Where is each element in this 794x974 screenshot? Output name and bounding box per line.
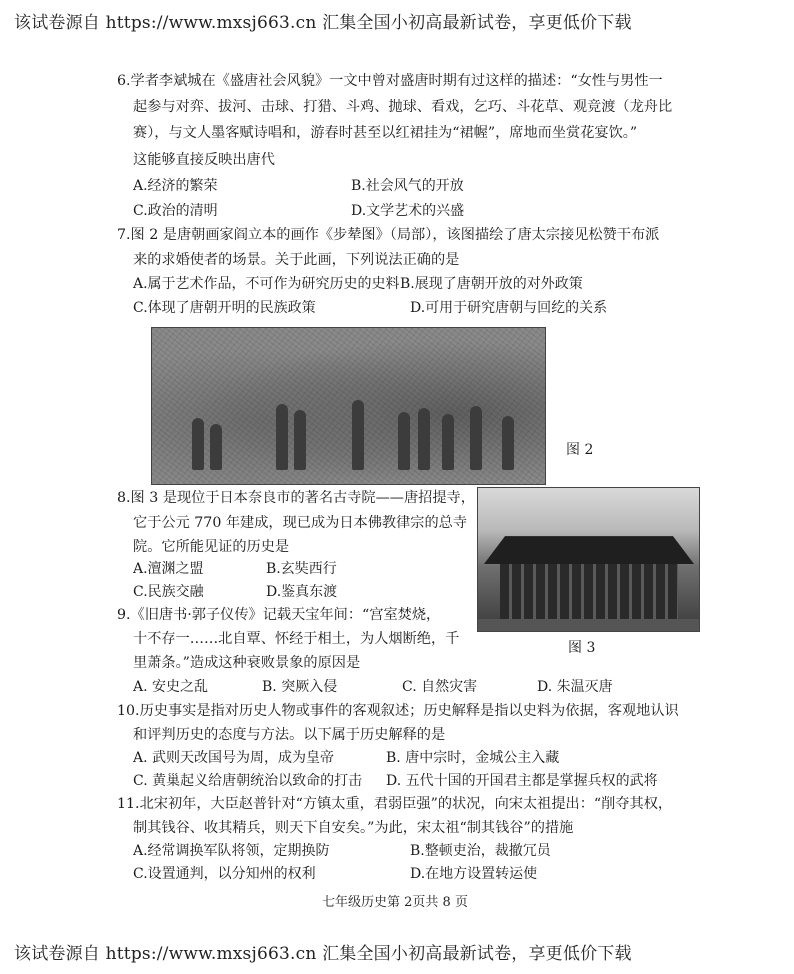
q6-option-b: B.社会风气的开放 xyxy=(351,178,464,194)
q7-stem-line-1: 7.图 2 是唐朝画家阎立本的画作《步辇图》（局部），该图描绘了唐太宗接见松赞干布派 xyxy=(117,227,660,243)
q9-option-b: B. 突厥入侵 xyxy=(262,679,338,695)
q6-stem-line-1: 6.学者李斌城在《盛唐社会风貌》一文中曾对盛唐时期有过这样的描述：“女性与男性一 xyxy=(117,73,663,89)
q9-stem-line-2: 十不存一……北自覃、怀经于相土，为人烟断绝，千 xyxy=(133,631,460,647)
figure-3-caption: 图 3 xyxy=(568,640,596,656)
q11-stem-line-1: 11.北宋初年，大臣赵普针对“方镇太重，君弱臣强”的状况，向宋太祖提出：“削夺其权， xyxy=(117,796,673,812)
q6-stem-line-3: 赛），与文人墨客赋诗唱和，游春时甚至以红裙挂为“裙幄”，席地而坐赏花宴饮。” xyxy=(133,125,638,141)
q6-option-a: A.经济的繁荣 xyxy=(133,178,218,194)
q9-option-d: D. 朱温灭唐 xyxy=(537,679,613,695)
q8-stem-line-1: 8.图 3 是现位于日本奈良市的著名古寺院——唐招提寺， xyxy=(117,490,475,506)
q6-stem-line-2: 起参与对弈、拔河、击球、打猎、斗鸡、抛球、看戏，乞巧、斗花草、观竞渡（龙舟比 xyxy=(133,99,673,115)
figure-2-caption: 图 2 xyxy=(566,442,594,458)
q7-stem-line-2: 来的求婚使者的场景。关于此画，下列说法正确的是 xyxy=(133,252,460,268)
q6-option-c: C.政治的清明 xyxy=(133,203,218,219)
q8-stem-line-3: 院。它所能见证的历史是 xyxy=(133,539,290,555)
q7-option-d: D.可用于研究唐朝与回纥的关系 xyxy=(410,300,608,316)
toshodaiji-temple-image xyxy=(477,487,700,632)
q11-option-b: B.整顿吏治，裁撤冗员 xyxy=(410,843,551,859)
q10-option-a: A. 武则天改国号为周，成为皇帝 xyxy=(133,750,335,766)
q8-option-a: A.澶渊之盟 xyxy=(133,561,204,577)
q8-stem-line-2: 它于公元 770 年建成，现已成为日本佛教律宗的总寺 xyxy=(133,515,468,531)
q7-option-a: A.属于艺术作品，不可作为研究历史的史料 xyxy=(133,276,400,292)
q11-option-c: C.设置通判，以分知州的权利 xyxy=(133,866,316,882)
q10-option-d: D. 五代十国的开国君主都是掌握兵权的武将 xyxy=(386,773,658,789)
q10-option-b: B. 唐中宗时，金城公主入藏 xyxy=(386,750,560,766)
q8-option-b: B.玄奘西行 xyxy=(266,561,337,577)
q6-option-d: D.文学艺术的兴盛 xyxy=(351,203,465,219)
q7-option-b: B.展现了唐朝开放的对外政策 xyxy=(400,276,583,292)
source-banner-bottom: 该试卷源自 https://www.mxsj663.cn 汇集全国小初高最新试卷，享更低价下载 xyxy=(14,944,632,964)
q10-option-c: C. 黄巢起义给唐朝统治以致命的打击 xyxy=(133,773,363,789)
q8-option-d: D.鉴真东渡 xyxy=(266,584,338,600)
page-footer: 七年级历史第 2页共 8 页 xyxy=(322,895,468,910)
q9-stem-line-3: 里萧条。”造成这种衰败景象的原因是 xyxy=(133,655,361,671)
q9-option-a: A. 安史之乱 xyxy=(133,679,209,695)
q11-option-d: D.在地方设置转运使 xyxy=(410,866,538,882)
q11-option-a: A.经常调换军队将领，定期换防 xyxy=(133,843,330,859)
q8-option-c: C.民族交融 xyxy=(133,584,204,600)
q6-stem-line-4: 这能够直接反映出唐代 xyxy=(133,152,275,168)
q11-stem-line-2: 制其钱谷、收其精兵，则天下自安矣。”为此，宋太祖“制其钱谷”的措施 xyxy=(133,820,574,836)
q7-option-c: C.体现了唐朝开明的民族政策 xyxy=(133,300,316,316)
q10-stem-line-1: 10.历史事实是指对历史人物或事件的客观叙述；历史解释是指以史料为依据，客观地认识 xyxy=(117,703,679,719)
q10-stem-line-2: 和评判历史的态度与方法。以下属于历史解释的是 xyxy=(133,727,446,743)
q9-stem-line-1: 9.《旧唐书·郭子仪传》记载天宝年间：“宫室焚烧， xyxy=(117,607,441,623)
bunian-painting-image xyxy=(151,327,546,485)
q9-option-c: C. 自然灾害 xyxy=(402,679,478,695)
source-banner-top: 该试卷源自 https://www.mxsj663.cn 汇集全国小初高最新试卷，享更低价下载 xyxy=(14,13,632,33)
